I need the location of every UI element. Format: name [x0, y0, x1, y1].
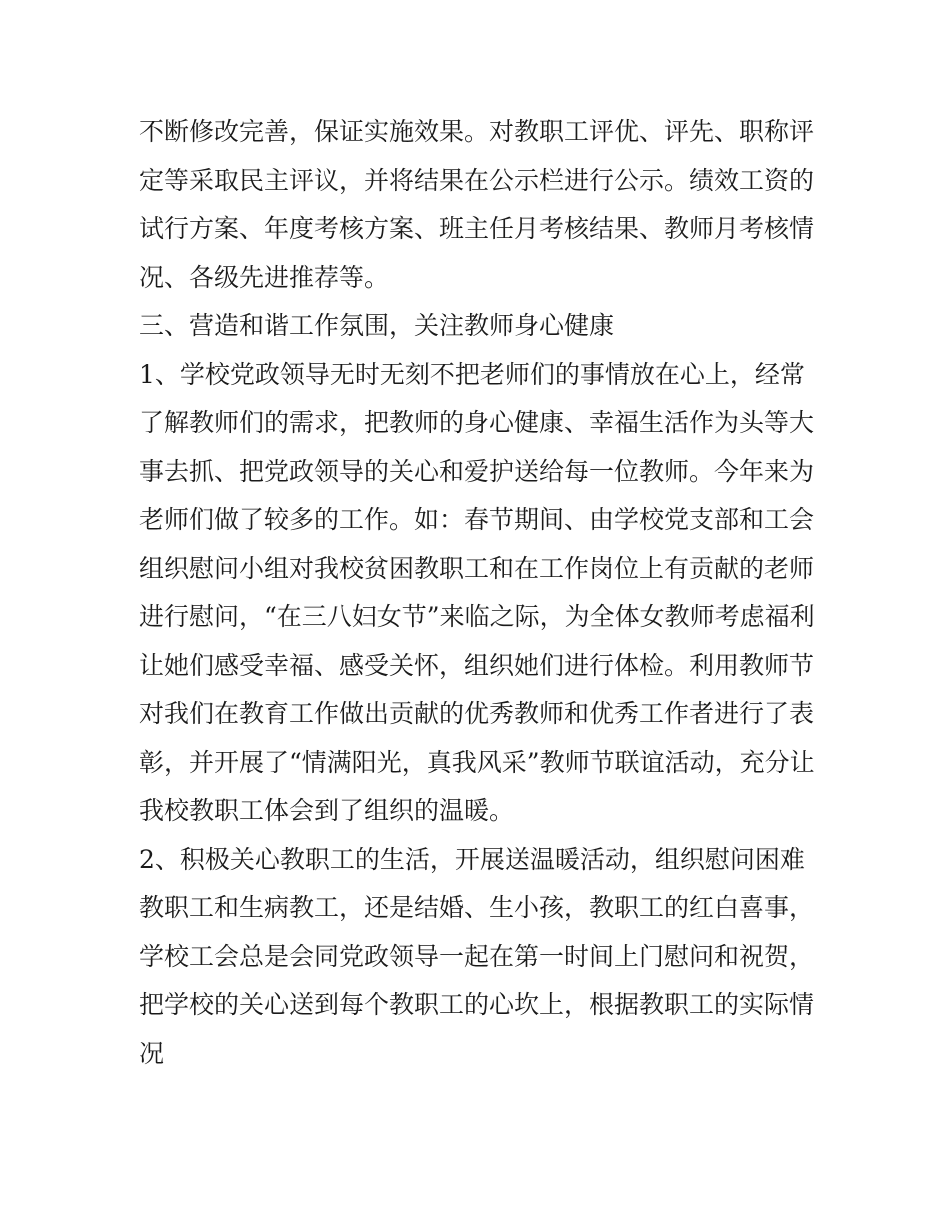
text-line: 定等采取民主评议，并将结果在公示栏进行公示。绩效工资的	[139, 165, 815, 195]
text-line: 况	[139, 1038, 165, 1068]
text-line: 教职工和生病教工，还是结婚、生小孩，教职工的红白喜事，	[139, 893, 815, 922]
text-line: 1、学校党政领导无时无刻不把老师们的事情放在心上，经常	[139, 359, 805, 389]
text-line: 组织慰问小组对我校贫困教职工和在工作岗位上有贡献的老师	[139, 553, 815, 583]
text-line: 况、各级先进推荐等。	[139, 262, 390, 292]
text-line: 事去抓、把党政领导的关心和爱护送给每一位教师。今年来为	[139, 456, 815, 486]
text-line: 试行方案、年度考核方案、班主任月考核结果、教师月考核情	[139, 214, 815, 243]
text-line: 学校工会总是会同党政领导一起在第一时间上门慰问和祝贺，	[139, 941, 815, 971]
document-body	[139, 108, 819, 1078]
text-line: 把学校的关心送到每个教职工的心坎上，根据教职工的实际情	[139, 990, 815, 1019]
text-line: 进行慰问，“在三八妇女节”来临之际，为全体女教师考虑福利	[139, 602, 815, 631]
text-line: 彰，并开展了“情满阳光，真我风采”教师节联谊活动，充分让	[139, 747, 815, 777]
section-heading: 三、营造和谐工作氛围，关注教师身心健康	[139, 311, 615, 340]
text-line: 了解教师们的需求，把教师的身心健康、幸福生活作为头等大	[139, 408, 815, 437]
text-line: 对我们在教育工作做出贡献的优秀教师和优秀工作者进行了表	[139, 699, 815, 728]
text-line: 我校教职工体会到了组织的温暖。	[139, 796, 515, 825]
text-line: 不断修改完善，保证实施效果。对教职工评优、评先、职称评	[139, 117, 815, 146]
text-line: 让她们感受幸福、感受关怀，组织她们进行体检。利用教师节	[139, 650, 815, 680]
text-line: 老师们做了较多的工作。如：春节期间、由学校党支部和工会	[139, 505, 815, 534]
text-line: 2、积极关心教职工的生活，开展送温暖活动，组织慰问困难	[139, 844, 805, 874]
